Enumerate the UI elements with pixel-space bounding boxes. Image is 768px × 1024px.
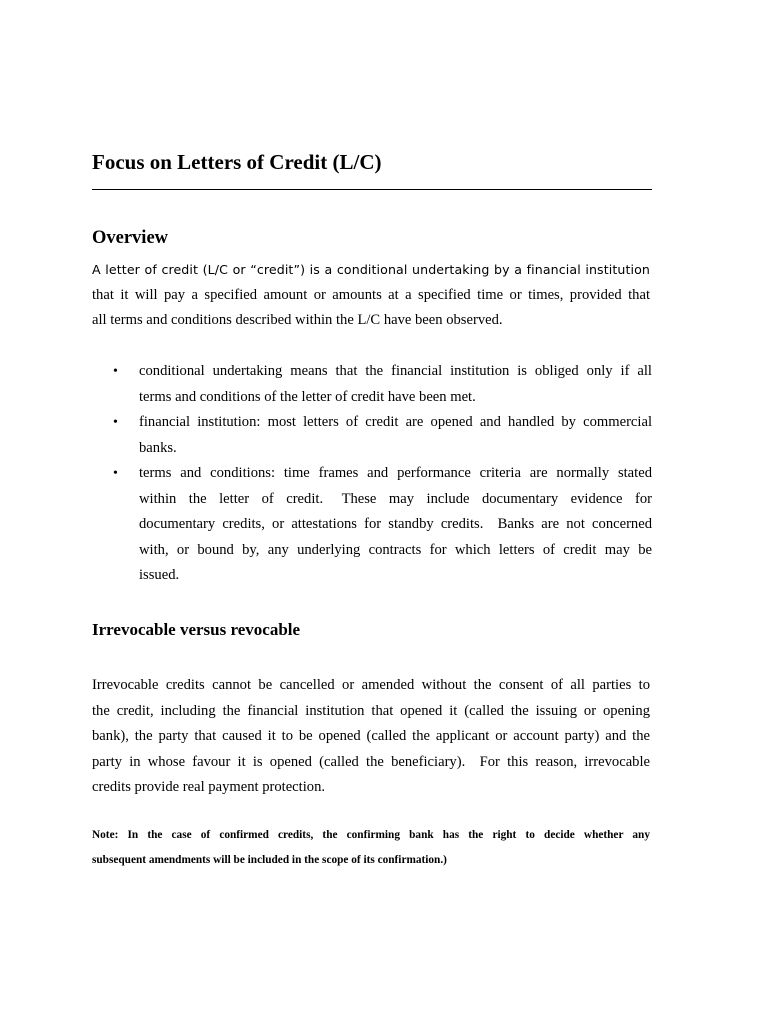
- document-title: Focus on Letters of Credit (L/C): [92, 150, 382, 174]
- bullet-line: terms and conditions: time frames and performance criteria are normally stated: [139, 465, 652, 481]
- bullet-item-terms-and-conditions: [92, 461, 652, 589]
- irrevocable-line: credits provide real payment protection.: [92, 779, 326, 795]
- bullet-icon: •: [113, 415, 118, 430]
- overview-paragraph: [92, 257, 650, 334]
- bullet-line: documentary credits, or attestations for standby credits. Banks are not concerned: [139, 516, 652, 532]
- irrevocable-line: Irrevocable credits cannot be cancelled or amended without the consent of all parties to: [92, 677, 650, 693]
- definition-bullet-list: [92, 359, 652, 589]
- irrevocable-heading: Irrevocable versus revocable: [92, 620, 301, 639]
- confirmation-note: [92, 823, 650, 873]
- note-line: Note: In the case of confirmed credits, the confirming bank has the right to decide whether any: [92, 829, 650, 841]
- overview-line: A letter of credit (L/C or “credit”) is a conditional undertaking by a financial institution: [92, 262, 650, 277]
- bullet-icon: •: [113, 364, 118, 379]
- irrevocable-paragraph: [92, 673, 650, 801]
- bullet-line: issued.: [139, 567, 180, 583]
- title-divider: [92, 189, 652, 190]
- overview-line: all terms and conditions described within the L/C have been observed.: [92, 312, 503, 328]
- bullet-line: with, or bound by, any underlying contracts for which letters of credit may be: [139, 541, 652, 558]
- bullet-item-financial-institution: [92, 410, 652, 461]
- bullet-icon: •: [113, 466, 118, 481]
- note-line: subsequent amendments will be included in the scope of its confirmation.): [92, 854, 447, 866]
- bullet-line: conditional undertaking means that the financial institution is obliged only if all: [139, 363, 652, 379]
- overview-heading: Overview: [92, 228, 169, 248]
- bullet-item-conditional-undertaking: [92, 359, 652, 410]
- irrevocable-line: bank), the party that caused it to be opened (called the applicant or account party) and the: [92, 728, 650, 744]
- overview-line: that it will pay a specified amount or amounts at a specified time or times, provided that: [92, 286, 650, 303]
- irrevocable-line: party in whose favour it is opened (called the beneficiary). For this reason, irrevocable: [92, 753, 650, 770]
- bullet-line: terms and conditions of the letter of credit have been met.: [139, 388, 476, 405]
- irrevocable-line: the credit, including the financial institution that opened it (called the issuing or opening: [92, 702, 650, 719]
- bullet-line: banks.: [139, 439, 177, 456]
- bullet-line: financial institution: most letters of credit are opened and handled by commercial: [139, 414, 652, 430]
- bullet-line: within the letter of credit. These may include documentary evidence for: [139, 490, 652, 507]
